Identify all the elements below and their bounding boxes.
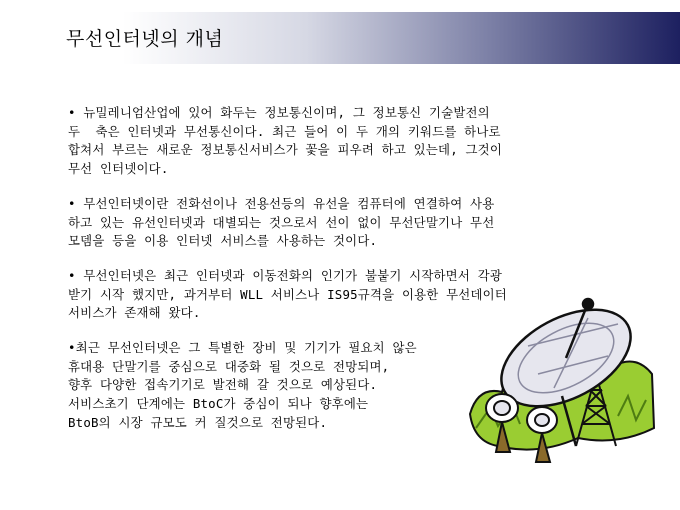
text-line: 휴대용 단말기를 중심으로 대중화 될 것으로 전망되며, xyxy=(68,358,390,374)
text-line: 서비스가 존재해 왔다. xyxy=(68,305,201,321)
text-line: • 무선인터넷이란 전화선이나 전용선등의 유선을 컴퓨터에 연결하여 사용 xyxy=(68,195,495,211)
text-line: 하고 있는 유선인터넷과 대별되는 것으로서 선이 없이 무선단말기나 무선 xyxy=(68,214,495,230)
text-line: 서비스초기 단계에는 BtoC가 중심이 되나 향후에는 xyxy=(68,396,369,412)
text-line: 무선 인터넷이다. xyxy=(68,161,169,177)
text-line: 향후 다양한 접속기기로 발전해 갈 것으로 예상된다. xyxy=(68,377,378,393)
text-line: • 무선인터넷은 최근 인터넷과 이동전화의 인기가 불붙기 시작하면서 각광 xyxy=(68,267,503,283)
paragraph-1 xyxy=(68,104,598,179)
paragraph-2 xyxy=(68,195,598,251)
text-line: 받기 시작 했지만, 과거부터 WLL 서비스나 IS95규격을 이용한 무선데이터 xyxy=(68,286,507,302)
text-line: BtoB의 시장 규모도 커 질것으로 전망된다. xyxy=(68,414,328,430)
satellite-dish-icon xyxy=(468,296,658,474)
text-line: 두 축은 인터넷과 무선통신이다. 최근 들어 이 두 개의 키워드를 하나로 xyxy=(68,123,501,139)
text-line: 합쳐서 부르는 새로운 정보통신서비스가 꽃을 피우려 하고 있는데, 그것이 xyxy=(68,142,503,158)
text-line: 모뎀을 등을 이용 인터넷 서비스를 사용하는 것이다. xyxy=(68,233,378,249)
text-line: • 뉴밀레니엄산업에 있어 화두는 정보통신이며, 그 정보통신 기술발전의 xyxy=(68,105,490,120)
text-line: •최근 무선인터넷은 그 특별한 장비 및 기기가 필요치 않은 xyxy=(68,340,417,356)
page-title: 무선인터넷의 개념 xyxy=(66,28,224,50)
